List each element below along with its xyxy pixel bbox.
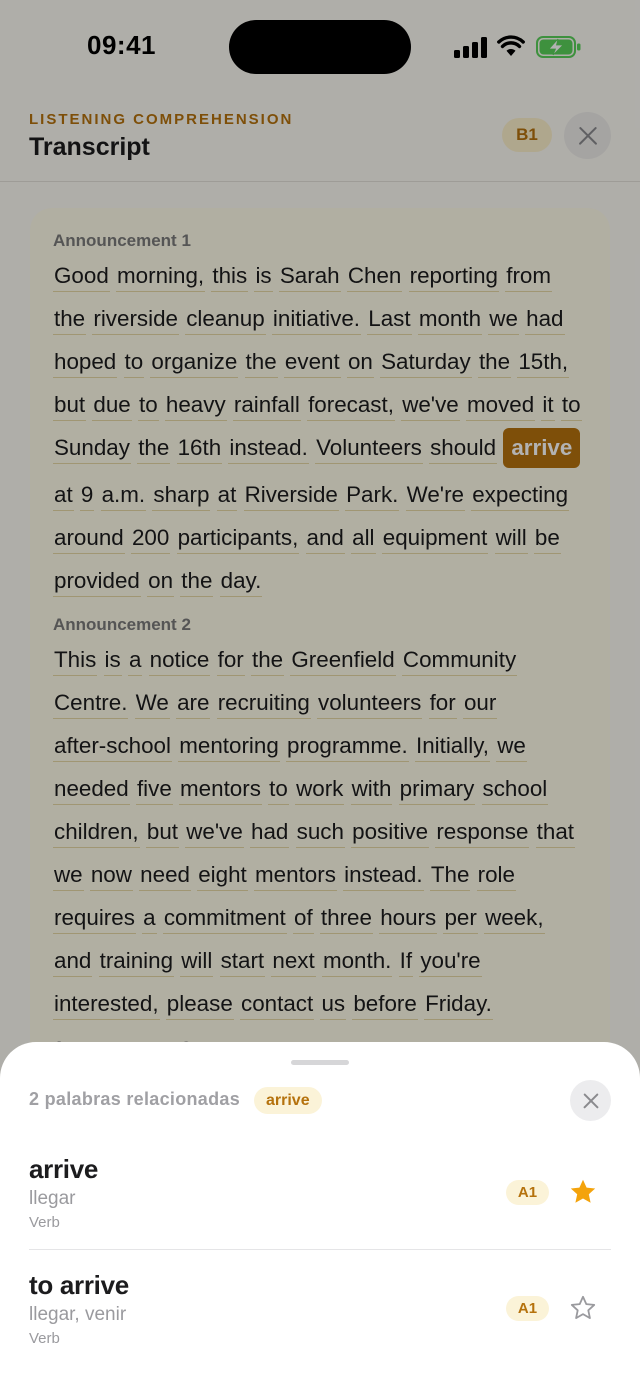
status-time: 09:41 bbox=[87, 30, 156, 60]
transcript-word[interactable]: We bbox=[135, 688, 170, 719]
transcript-word[interactable]: such bbox=[296, 817, 345, 848]
transcript-word[interactable]: programme. bbox=[286, 731, 409, 762]
word-entry[interactable] bbox=[29, 1150, 611, 1250]
transcript-word[interactable]: on bbox=[347, 347, 374, 378]
transcript-word[interactable]: Park. bbox=[345, 480, 399, 511]
transcript-word[interactable]: on bbox=[147, 566, 174, 597]
transcript-word[interactable]: event bbox=[284, 347, 341, 378]
transcript-word[interactable]: primary bbox=[399, 774, 476, 805]
entry-part-of-speech: Verb bbox=[29, 1214, 60, 1231]
transcript-word[interactable]: we bbox=[488, 304, 519, 335]
transcript-word[interactable]: we've bbox=[401, 390, 460, 421]
transcript-word[interactable]: heavy bbox=[165, 390, 227, 421]
query-chip: arrive bbox=[254, 1087, 322, 1114]
transcript-word[interactable]: that bbox=[536, 817, 575, 848]
sheet-close-button[interactable] bbox=[570, 1080, 611, 1121]
transcript-word[interactable]: per bbox=[443, 903, 477, 934]
transcript-word[interactable]: we bbox=[496, 731, 527, 762]
transcript-word[interactable]: to bbox=[138, 390, 159, 421]
transcript-word[interactable]: 15th, bbox=[517, 347, 569, 378]
transcript-word[interactable]: volunteers bbox=[317, 688, 422, 719]
transcript-word[interactable]: morning, bbox=[116, 261, 205, 292]
transcript-word[interactable]: the bbox=[137, 433, 170, 464]
transcript-word[interactable]: please bbox=[166, 989, 234, 1020]
transcript-word[interactable]: recruiting bbox=[217, 688, 311, 719]
transcript-word[interactable]: for bbox=[217, 645, 245, 676]
transcript-word[interactable]: to bbox=[561, 390, 582, 421]
transcript-word[interactable]: and bbox=[53, 946, 92, 977]
transcript-word[interactable]: instead. bbox=[228, 433, 308, 464]
transcript-word[interactable]: Sunday bbox=[53, 433, 131, 464]
entry-translation: llegar, venir bbox=[29, 1304, 127, 1325]
transcript-word[interactable]: We're bbox=[406, 480, 465, 511]
close-icon bbox=[580, 1090, 602, 1112]
transcript-word[interactable]: five bbox=[136, 774, 173, 805]
transcript-word[interactable]: positive bbox=[351, 817, 429, 848]
transcript-word[interactable]: Chen bbox=[347, 261, 403, 292]
star-filled-icon[interactable] bbox=[569, 1178, 597, 1206]
transcript-word[interactable]: 200 bbox=[131, 523, 170, 554]
transcript-word[interactable]: you're bbox=[419, 946, 481, 977]
entry-term: to arrive bbox=[29, 1270, 129, 1300]
transcript-word[interactable]: Saturday bbox=[380, 347, 472, 378]
transcript-word[interactable]: Sarah bbox=[279, 261, 341, 292]
transcript-word[interactable]: the bbox=[251, 645, 284, 676]
transcript-word[interactable]: but bbox=[53, 390, 86, 421]
transcript-word[interactable]: the bbox=[53, 304, 86, 335]
transcript-word[interactable]: now bbox=[90, 860, 133, 891]
transcript-word[interactable]: to bbox=[124, 347, 145, 378]
transcript-word[interactable]: is bbox=[104, 645, 122, 676]
transcript-word[interactable]: will bbox=[180, 946, 213, 977]
transcript-word[interactable]: three bbox=[320, 903, 373, 934]
transcript-word[interactable]: should bbox=[429, 433, 497, 464]
transcript-word[interactable]: equipment bbox=[382, 523, 489, 554]
transcript-word[interactable]: mentors bbox=[179, 774, 262, 805]
transcript-word[interactable]: forecast, bbox=[307, 390, 395, 421]
entry-level-badge: A1 bbox=[506, 1296, 549, 1321]
transcript-word[interactable]: initiative. bbox=[272, 304, 361, 335]
transcript-word[interactable]: eight bbox=[197, 860, 248, 891]
page-title: Transcript bbox=[29, 133, 150, 161]
transcript-word[interactable]: with bbox=[351, 774, 393, 805]
transcript-word[interactable]: Last bbox=[367, 304, 411, 335]
transcript-word[interactable]: This bbox=[53, 645, 97, 676]
transcript-word[interactable]: provided bbox=[53, 566, 141, 597]
transcript-word[interactable]: contact bbox=[240, 989, 314, 1020]
transcript-word[interactable]: instead. bbox=[343, 860, 423, 891]
sheet-grabber[interactable] bbox=[291, 1060, 349, 1065]
transcript-word[interactable]: and bbox=[306, 523, 345, 554]
transcript-word[interactable]: our bbox=[463, 688, 497, 719]
transcript-word[interactable]: requires bbox=[53, 903, 136, 934]
transcript-word[interactable]: at bbox=[53, 480, 74, 511]
level-badge: B1 bbox=[502, 118, 552, 152]
transcript-word[interactable]: Good bbox=[53, 261, 110, 292]
transcript-word[interactable]: riverside bbox=[92, 304, 179, 335]
transcript-word[interactable]: notice bbox=[149, 645, 211, 676]
transcript-word[interactable]: month bbox=[418, 304, 482, 335]
transcript-word[interactable]: Initially, bbox=[415, 731, 490, 762]
transcript-word[interactable]: mentors bbox=[254, 860, 337, 891]
transcript-word[interactable]: mentoring bbox=[178, 731, 280, 762]
transcript-word[interactable]: response bbox=[435, 817, 529, 848]
transcript-word[interactable]: work bbox=[295, 774, 344, 805]
transcript-word[interactable]: month. bbox=[322, 946, 392, 977]
transcript-word[interactable]: Community bbox=[402, 645, 517, 676]
transcript-word[interactable]: the bbox=[180, 566, 213, 597]
transcript-word[interactable]: Greenfield bbox=[290, 645, 395, 676]
transcript-word[interactable]: If bbox=[399, 946, 413, 977]
transcript-word[interactable]: at bbox=[217, 480, 238, 511]
transcript-word[interactable]: are bbox=[176, 688, 210, 719]
word-entry[interactable] bbox=[29, 1266, 611, 1366]
transcript-word[interactable]: organize bbox=[150, 347, 238, 378]
transcript-word[interactable]: the bbox=[245, 347, 278, 378]
transcript-word[interactable]: but bbox=[146, 817, 179, 848]
transcript-word[interactable]: Centre. bbox=[53, 688, 128, 719]
transcript-word[interactable]: sharp bbox=[152, 480, 210, 511]
transcript-word[interactable]: we bbox=[53, 860, 84, 891]
transcript-word[interactable]: need bbox=[139, 860, 191, 891]
related-words-sheet bbox=[0, 1042, 640, 1391]
transcript-word[interactable]: week, bbox=[484, 903, 545, 934]
transcript-word[interactable]: 9 bbox=[80, 480, 94, 511]
transcript-word[interactable]: will bbox=[495, 523, 528, 554]
transcript-word[interactable]: from bbox=[505, 261, 552, 292]
transcript-word[interactable]: rainfall bbox=[233, 390, 301, 421]
transcript-word[interactable]: for bbox=[429, 688, 457, 719]
transcript-word[interactable]: due bbox=[92, 390, 131, 421]
transcript-word[interactable]: start bbox=[220, 946, 266, 977]
transcript-word[interactable]: before bbox=[352, 989, 418, 1020]
transcript-word[interactable]: of bbox=[293, 903, 314, 934]
transcript-word[interactable]: hoped bbox=[53, 347, 117, 378]
entry-translation: llegar bbox=[29, 1188, 76, 1209]
transcript-word[interactable]: Volunteers bbox=[315, 433, 423, 464]
transcript-word[interactable]: had bbox=[250, 817, 289, 848]
transcript-word[interactable]: expecting bbox=[471, 480, 569, 511]
transcript-word[interactable]: this bbox=[211, 261, 248, 292]
announcement-label: Announcement 2 bbox=[53, 615, 191, 634]
transcript-word[interactable]: training bbox=[99, 946, 174, 977]
transcript-word[interactable]: cleanup bbox=[185, 304, 265, 335]
transcript-word[interactable]: children, bbox=[53, 817, 140, 848]
transcript-word[interactable]: next bbox=[271, 946, 315, 977]
transcript-word[interactable]: day. bbox=[220, 566, 263, 597]
transcript-word[interactable]: reporting bbox=[409, 261, 499, 292]
star-outline-icon[interactable] bbox=[569, 1294, 597, 1322]
related-count: 2 palabras relacionadas bbox=[29, 1089, 241, 1109]
transcript-word[interactable]: a bbox=[142, 903, 156, 934]
transcript-word[interactable]: Friday. bbox=[424, 989, 493, 1020]
transcript-word[interactable]: around bbox=[53, 523, 125, 554]
transcript-word[interactable]: the bbox=[478, 347, 511, 378]
transcript-word[interactable]: us bbox=[320, 989, 346, 1020]
transcript-word[interactable]: a.m. bbox=[101, 480, 147, 511]
transcript-word[interactable]: hours bbox=[379, 903, 437, 934]
transcript-word[interactable]: to bbox=[268, 774, 289, 805]
announcement-label: Announcement 1 bbox=[53, 231, 191, 250]
transcript-word[interactable]: interested, bbox=[53, 989, 160, 1020]
transcript-word[interactable]: we've bbox=[185, 817, 244, 848]
transcript-word[interactable]: moved bbox=[466, 390, 535, 421]
transcript-word[interactable]: Riverside bbox=[244, 480, 339, 511]
transcript-word[interactable]: The bbox=[430, 860, 471, 891]
transcript-word[interactable]: it bbox=[541, 390, 554, 421]
transcript-word[interactable]: needed bbox=[53, 774, 130, 805]
transcript-word[interactable]: all bbox=[351, 523, 375, 554]
section-overline: LISTENING COMPREHENSION bbox=[29, 111, 294, 128]
transcript-word[interactable]: role bbox=[477, 860, 516, 891]
transcript-word[interactable]: participants, bbox=[177, 523, 300, 554]
transcript-word[interactable]: after-school bbox=[53, 731, 172, 762]
transcript-word[interactable]: 16th bbox=[177, 433, 223, 464]
transcript-word[interactable]: commitment bbox=[163, 903, 287, 934]
transcript-word[interactable]: had bbox=[525, 304, 564, 335]
transcript-word[interactable]: a bbox=[128, 645, 142, 676]
entry-part-of-speech: Verb bbox=[29, 1330, 60, 1347]
entry-term: arrive bbox=[29, 1154, 99, 1184]
transcript-word[interactable]: is bbox=[254, 261, 272, 292]
highlighted-word[interactable]: arrive bbox=[503, 428, 580, 468]
transcript-word[interactable]: be bbox=[534, 523, 561, 554]
transcript-word[interactable]: school bbox=[482, 774, 549, 805]
entry-level-badge: A1 bbox=[506, 1180, 549, 1205]
